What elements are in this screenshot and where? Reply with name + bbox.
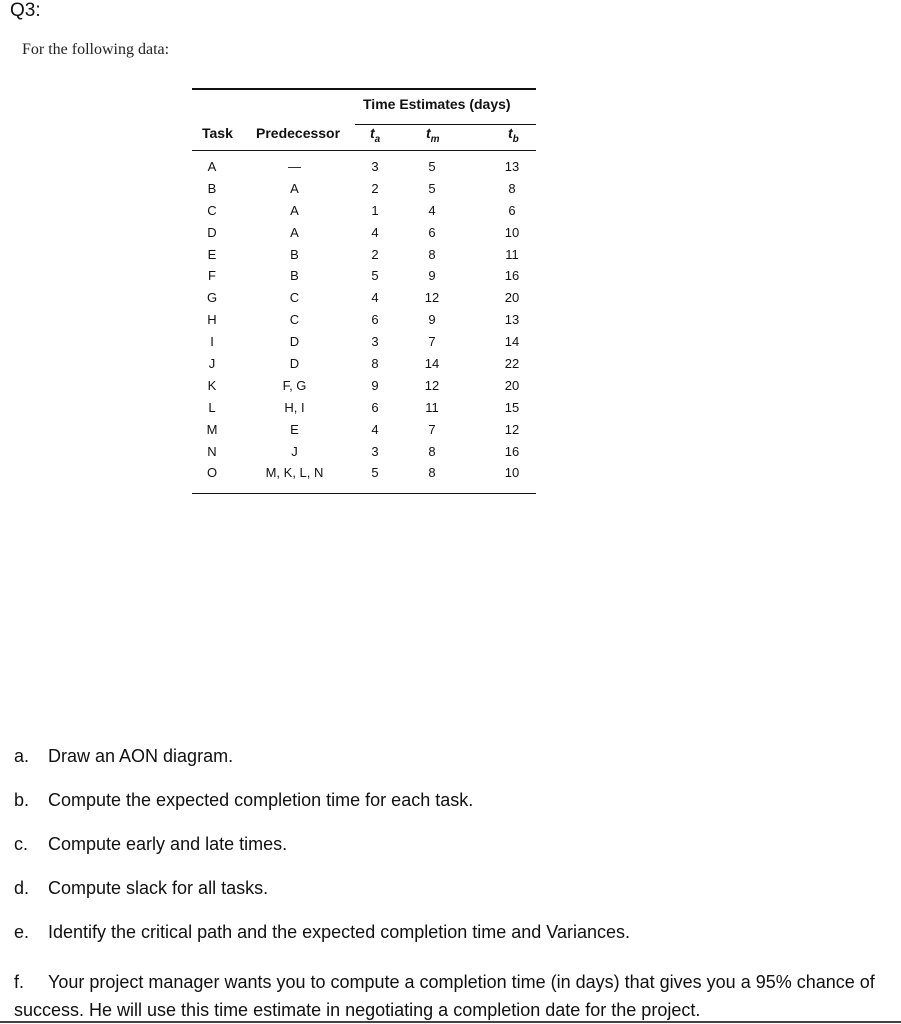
header-predecessor: Predecessor — [256, 125, 341, 141]
question-a-text: Draw an AON diagram. — [48, 746, 234, 766]
cell-tb: 16 — [504, 443, 520, 459]
cell-task: C — [207, 202, 217, 218]
question-f-letter: f. — [14, 972, 25, 992]
table-row — [192, 266, 536, 288]
cell-predecessor: B — [290, 246, 299, 262]
intro-text: For the following data: — [22, 41, 170, 58]
question-label: Q3: — [10, 0, 41, 21]
question-d-text: Compute slack for all tasks. — [48, 878, 269, 898]
cell-tb: 10 — [504, 224, 520, 240]
question-a-letter: a. — [14, 746, 30, 766]
cell-ta: 2 — [371, 180, 379, 196]
cell-tm: 14 — [424, 356, 440, 372]
question-c — [14, 834, 287, 855]
cell-task: J — [208, 356, 216, 372]
cell-tm: 12 — [424, 377, 440, 393]
cell-tb: 6 — [508, 202, 516, 218]
cell-task: N — [207, 443, 217, 459]
cell-predecessor: J — [291, 443, 298, 459]
cell-tb: 13 — [504, 159, 520, 174]
question-e-text: Identify the critical path and the expected completion time and Variances. — [48, 922, 631, 942]
cell-ta: 2 — [371, 246, 379, 262]
cell-tm: 8 — [428, 465, 436, 481]
cell-ta: 5 — [371, 465, 379, 481]
cell-task: G — [206, 290, 218, 306]
cell-tb: 10 — [504, 465, 520, 481]
header-tb: $t_b$ — [508, 125, 519, 145]
question-c-letter: c. — [14, 834, 29, 854]
cell-tm: 4 — [428, 202, 436, 218]
cell-task: F — [208, 268, 216, 284]
question-d-letter: d. — [14, 878, 30, 898]
table-row — [192, 179, 536, 201]
cell-predecessor: H, I — [284, 399, 305, 415]
cell-tm: 9 — [428, 268, 436, 284]
cell-predecessor: B — [290, 268, 299, 284]
header-task: Task — [202, 125, 233, 141]
cell-tb: 22 — [504, 356, 520, 372]
cell-predecessor: C — [289, 290, 300, 306]
bottom-rule — [0, 1021, 901, 1023]
table-row — [192, 442, 536, 464]
cell-tm: 9 — [428, 312, 436, 328]
cell-ta: 4 — [371, 224, 379, 240]
cell-ta: 9 — [371, 377, 379, 393]
cell-ta: 4 — [371, 290, 379, 306]
question-b-text: Compute the expected completion time for each task. — [48, 790, 474, 810]
cell-task: B — [207, 180, 217, 196]
cell-task: M — [206, 421, 218, 437]
question-b — [14, 790, 473, 811]
cell-predecessor: M, K, L, N — [265, 465, 324, 481]
table-top-rule — [192, 88, 536, 90]
cell-tb: 12 — [504, 421, 520, 437]
cell-tb: 16 — [504, 268, 520, 284]
cell-tm: 5 — [428, 159, 436, 174]
cell-predecessor: D — [289, 356, 300, 372]
cell-ta: 6 — [371, 312, 379, 328]
cell-task: I — [210, 334, 214, 350]
table-row — [192, 354, 536, 376]
cell-ta: 3 — [371, 159, 379, 174]
cell-ta: 3 — [371, 443, 379, 459]
table-row — [192, 201, 536, 223]
table-row — [192, 332, 536, 354]
cell-tb: 13 — [504, 312, 520, 328]
cell-task: O — [206, 465, 218, 481]
table-row — [192, 310, 536, 332]
question-f — [14, 968, 889, 1024]
cell-ta: 8 — [371, 356, 379, 372]
table-row — [192, 288, 536, 310]
table-row — [192, 245, 536, 267]
cell-task: A — [207, 159, 217, 174]
table-row — [192, 157, 536, 179]
cell-tm: 5 — [428, 180, 436, 196]
header-rule — [192, 150, 536, 151]
cell-predecessor: — — [288, 159, 301, 174]
cell-task: H — [207, 312, 217, 328]
question-e-letter: e. — [14, 922, 30, 942]
cell-ta: 1 — [371, 202, 379, 218]
question-f-text: Your project manager wants you to compute a completion time (in days) that gives you a 95% chance of success. He will use this time estimate in negotiating a completion date for the project. — [14, 972, 875, 1020]
table-row — [192, 420, 536, 442]
question-c-text: Compute early and late times. — [48, 834, 288, 854]
header-ta-sub: a — [374, 133, 381, 145]
cell-tb: 14 — [504, 334, 520, 350]
cell-predecessor: D — [289, 334, 300, 350]
cell-predecessor: A — [290, 202, 299, 218]
cell-task: L — [208, 399, 216, 415]
cell-ta: 6 — [371, 399, 379, 415]
cell-predecessor: C — [289, 312, 300, 328]
table-bottom-rule — [192, 493, 536, 494]
cell-tm: 11 — [425, 399, 439, 415]
cell-predecessor: A — [290, 180, 299, 196]
question-a — [14, 746, 233, 767]
cell-task: K — [207, 377, 217, 393]
cell-task: E — [207, 246, 217, 262]
cell-tm: 7 — [428, 421, 436, 437]
table-row — [192, 376, 536, 398]
time-estimates-header: Time Estimates (days) — [363, 96, 511, 112]
cell-ta: 5 — [371, 268, 379, 284]
cell-tm: 12 — [424, 290, 440, 306]
table-row — [192, 223, 536, 245]
cell-ta: 3 — [371, 334, 379, 350]
cell-predecessor: F, G — [282, 377, 307, 393]
cell-tm: 6 — [428, 224, 436, 240]
cell-predecessor: A — [290, 224, 299, 240]
cell-predecessor: E — [290, 421, 299, 437]
cell-tb: 20 — [504, 290, 520, 306]
cell-tb: 15 — [504, 399, 520, 415]
header-ta: $t_a$ — [370, 125, 381, 145]
question-b-letter: b. — [14, 790, 30, 810]
cell-tm: 8 — [428, 443, 436, 459]
cell-tm: 7 — [428, 334, 436, 350]
cell-task: D — [207, 224, 217, 240]
cell-tb: 20 — [504, 377, 520, 393]
question-d — [14, 878, 268, 899]
table-body — [192, 157, 536, 485]
header-tb-sub: b — [512, 133, 519, 145]
table-row — [192, 398, 536, 420]
table-row — [192, 463, 536, 485]
cell-ta: 4 — [371, 421, 379, 437]
question-e — [14, 922, 630, 943]
cell-tb: 8 — [508, 180, 516, 196]
header-tm-sub: m — [430, 133, 440, 145]
header-tm: $t_m$ — [426, 125, 440, 145]
cell-tm: 8 — [428, 246, 436, 262]
cell-tb: 11 — [505, 246, 519, 262]
